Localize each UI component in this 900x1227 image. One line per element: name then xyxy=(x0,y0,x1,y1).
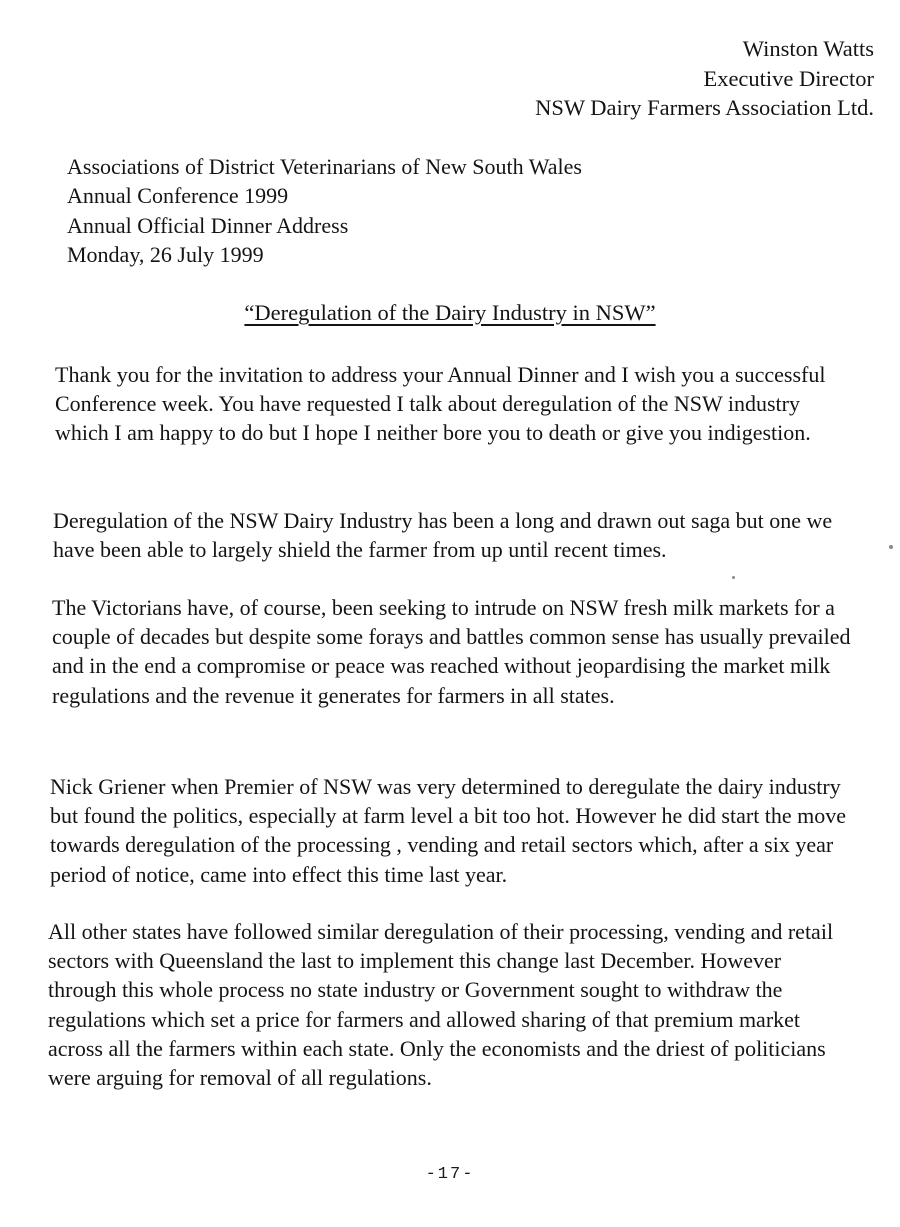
scan-speck xyxy=(889,545,893,549)
paragraph-2: Deregulation of the NSW Dairy Industry has been a long and drawn out saga but one we have been able to largely shield the farmer from up until recent times. xyxy=(53,508,833,563)
paragraph-5: All other states have followed similar deregulation of their processing, vending and retail sectors with Queensland the last to implement this change last December. However through this whole process no state industry or Government sought to withdraw the regulations which set a price for farmers and allowed sharing of that premium market across all the farmers within each state. Only the economists and the driest of politicians were arguing for removal of all regulations. xyxy=(48,919,834,1091)
page-footer xyxy=(0,1165,900,1184)
paragraph-1: Thank you for the invitation to address your Annual Dinner and I wish you a successful Conference week. You have requested I talk about deregulation of the NSW industry which I am happy to do but I hope I neither bore you to death or give you indigestion. xyxy=(55,362,826,446)
event-occasion: Annual Official Dinner Address xyxy=(67,212,349,238)
event-details xyxy=(67,152,582,269)
event-conference: Annual Conference 1999 xyxy=(67,183,289,209)
author-header xyxy=(535,34,874,123)
author-organisation: NSW Dairy Farmers Association Ltd. xyxy=(535,95,874,120)
page-title xyxy=(0,298,900,328)
page-title-text: “Deregulation of the Dairy Industry in NSW” xyxy=(244,300,656,325)
event-date: Monday, 26 July 1999 xyxy=(67,241,264,267)
author-name: Winston Watts xyxy=(742,36,874,61)
paragraph-3: The Victorians have, of course, been seeking to intrude on NSW fresh milk markets for a couple of decades but despite some forays and battles common sense has usually prevailed and in the end a compromise or peace was reached without jeopardising the market milk regulations and the revenue it generates for farmers in all states. xyxy=(52,595,851,708)
scan-speck xyxy=(732,576,735,579)
paragraph-4: Nick Griener when Premier of NSW was very determined to deregulate the dairy industry but found the politics, especially at farm level a bit too hot. However he did start the move towards deregulation of the processing , vending and retail sectors which, after a six year period of notice, came into effect this time last year. xyxy=(50,774,847,887)
page-number: -17- xyxy=(425,1165,475,1184)
event-association: Associations of District Veterinarians of New South Wales xyxy=(67,154,582,179)
author-role: Executive Director xyxy=(703,65,874,91)
